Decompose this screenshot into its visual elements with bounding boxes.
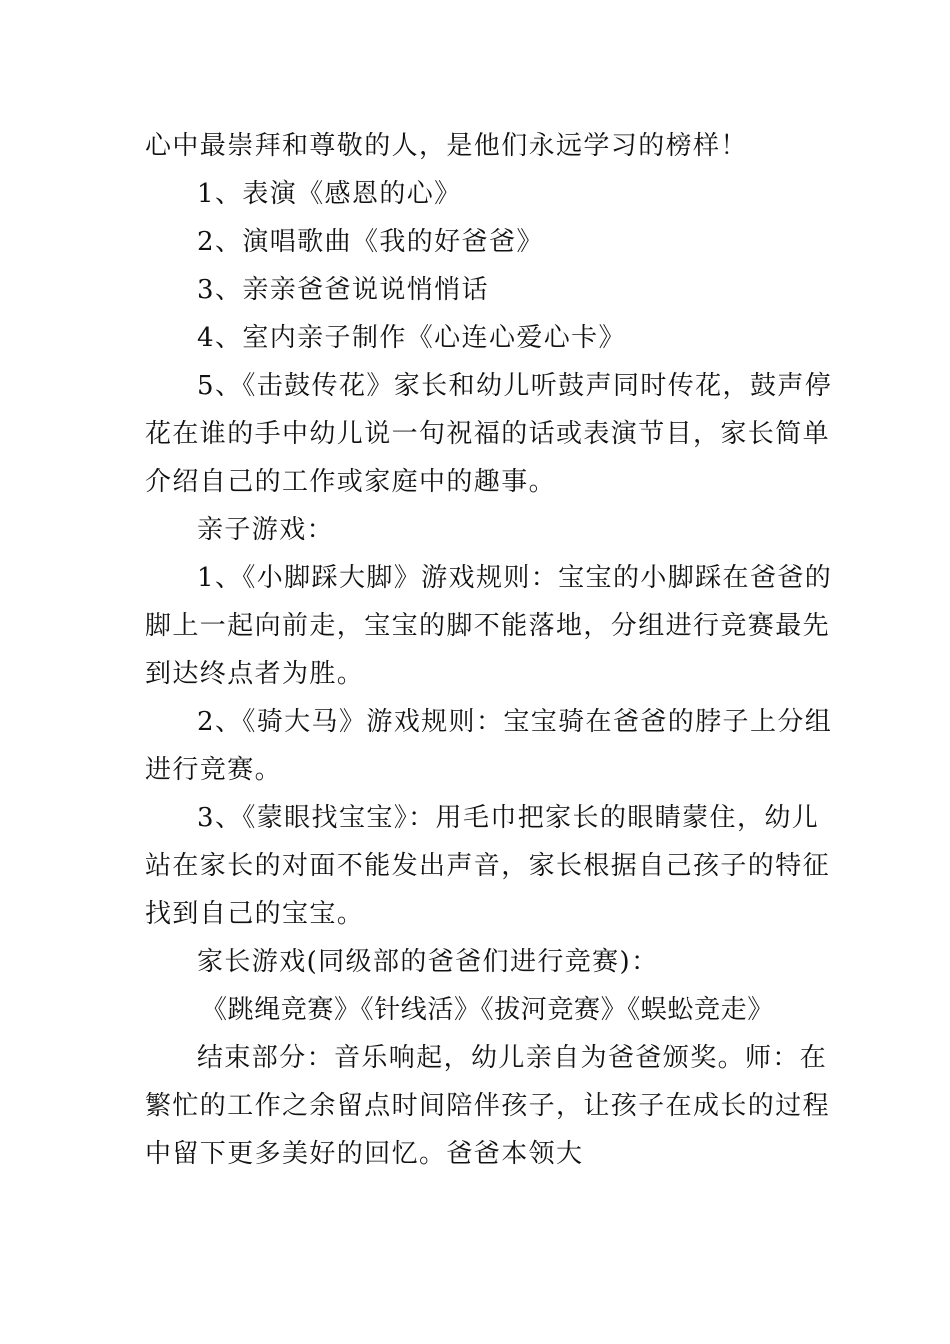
text-line: 心中最崇拜和尊敬的人，是他们永远学习的榜样！ <box>145 131 748 161</box>
text-line: 介绍自己的工作或家庭中的趣事。 <box>145 467 557 497</box>
text-line: 进行竞赛。 <box>145 755 283 785</box>
list-item: 2、演唱歌曲《我的好爸爸》 <box>197 227 544 257</box>
list-item: 5、《击鼓传花》家长和幼儿听鼓声同时传花，鼓声停 <box>197 371 833 401</box>
text-line: 找到自己的宝宝。 <box>145 899 365 929</box>
list-item: 2、《骑大马》游戏规则：宝宝骑在爸爸的脖子上分组 <box>197 707 833 737</box>
text-line: 站在家长的对面不能发出声音，家长根据自己孩子的特征 <box>145 851 831 881</box>
list-item: 1、表演《感恩的心》 <box>197 179 462 209</box>
text-line: 结束部分：音乐响起，幼儿亲自为爸爸颁奖。师：在 <box>197 1043 828 1073</box>
list-item: 1、《小脚踩大脚》游戏规则：宝宝的小脚踩在爸爸的 <box>197 563 833 593</box>
text-line: 到达终点者为胜。 <box>145 659 365 689</box>
list-item: 4、室内亲子制作《心连心爱心卡》 <box>197 323 626 353</box>
list-item: 3、亲亲爸爸说说悄悄话 <box>197 275 489 305</box>
text-line: 花在谁的手中幼儿说一句祝福的话或表演节目，家长简单 <box>145 419 831 449</box>
document-body <box>145 122 833 1178</box>
text-line: 繁忙的工作之余留点时间陪伴孩子，让孩子在成长的过程 <box>145 1091 831 1121</box>
list-item: 3、《蒙眼找宝宝》：用毛巾把家长的眼睛蒙住，幼儿 <box>197 803 820 833</box>
text-line: 脚上一起向前走，宝宝的脚不能落地，分组进行竞赛最先 <box>145 611 831 641</box>
text-line: 中留下更多美好的回忆。爸爸本领大 <box>145 1139 584 1169</box>
section-heading: 家长游戏(同级部的爸爸们进行竞赛)： <box>197 947 659 977</box>
game-list: 《跳绳竞赛》《针线活》《拔河竞赛》《蜈蚣竞走》 <box>201 995 774 1025</box>
section-heading: 亲子游戏： <box>197 515 335 545</box>
